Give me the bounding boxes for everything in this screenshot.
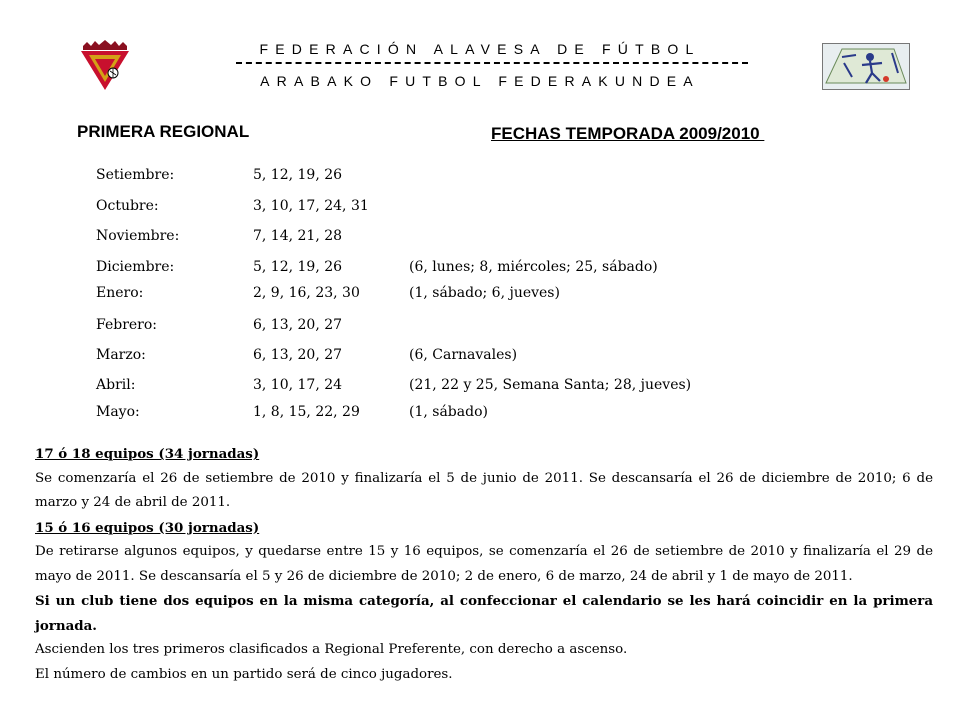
schedule-month: Abril: xyxy=(96,377,136,393)
header-federation-name-es: FEDERACIÓN ALAVESA DE FÚTBOL xyxy=(259,41,701,57)
schedule-dates: 3, 10, 17, 24, 31 xyxy=(253,198,369,214)
schedule-row xyxy=(0,259,960,281)
schedule-note: (1, sábado; 6, jueves) xyxy=(409,285,560,301)
schedule-month: Marzo: xyxy=(96,347,146,363)
schedule-row xyxy=(0,198,960,220)
rules-notes xyxy=(35,442,933,687)
notes-paragraph-30-rounds: De retirarse algunos equipos, y quedarse entre 15 y 16 equipos, se comenzaría el 26 de setiembre de 2010 y finalizaría el 29 de mayo de 2011. Se descansaría el 5 y 26 de diciembre de 2010; 2 de enero, 6 de marzo, 24 de abril y 1 de mayo de 2011. xyxy=(35,544,933,584)
schedule-note: (1, sábado) xyxy=(409,404,488,420)
schedule-month: Octubre: xyxy=(96,198,159,214)
schedule-month: Mayo: xyxy=(96,404,140,420)
schedule-note: (6, Carnavales) xyxy=(409,347,518,363)
schedule-month: Enero: xyxy=(96,285,144,301)
notes-substitutions-rule: El número de cambios en un partido será de cinco jugadores. xyxy=(35,666,453,682)
schedule-note: (6, lunes; 8, miércoles; 25, sábado) xyxy=(409,259,658,275)
header-federation-name-eu: ARABAKO FUTBOL FEDERAKUNDEA xyxy=(260,73,700,89)
schedule-dates: 2, 9, 16, 23, 30 xyxy=(253,285,360,301)
schedule-dates: 5, 12, 19, 26 xyxy=(253,167,343,183)
schedule-month: Febrero: xyxy=(96,317,158,333)
schedule-row xyxy=(0,285,960,307)
schedule-row xyxy=(0,167,960,189)
schedule-month: Setiembre: xyxy=(96,167,175,183)
schedule-note: (21, 22 y 25, Semana Santa; 28, jueves) xyxy=(409,377,692,393)
notes-heading-30-rounds: 15 ó 16 equipos (30 jornadas) xyxy=(35,519,260,536)
schedule-row xyxy=(0,228,960,250)
notes-promotion-rule: Ascienden los tres primeros clasificados a Regional Preferente, con derecho a ascenso. xyxy=(35,642,628,657)
schedule-row xyxy=(0,404,960,426)
schedule-row xyxy=(0,347,960,369)
schedule-dates: 6, 13, 20, 27 xyxy=(253,317,343,333)
schedule-month: Diciembre: xyxy=(96,259,175,275)
schedule-dates: 7, 14, 21, 28 xyxy=(253,228,343,244)
header-dashed-divider xyxy=(236,62,748,64)
season-dates-title: FECHAS TEMPORADA 2009/2010 xyxy=(491,124,765,143)
schedule-row xyxy=(0,377,960,399)
notes-same-category-rule: Si un club tiene dos equipos en la misma categoría, al confeccionar el calendario se les hará coincidir en la primera jornada. xyxy=(35,593,933,634)
schedule-dates: 5, 12, 19, 26 xyxy=(253,259,343,275)
schedule-dates: 6, 13, 20, 27 xyxy=(253,347,343,363)
schedule-dates: 1, 8, 15, 22, 29 xyxy=(253,404,360,420)
schedule-row xyxy=(0,317,960,339)
category-title: PRIMERA REGIONAL xyxy=(77,122,250,141)
notes-paragraph-34-rounds: Se comenzaría el 26 de setiembre de 2010 y finalizaría el 5 de junio de 2011. Se descansaría el 26 de diciembre de 2010; 6 de marzo y 24 de abril de 2011. xyxy=(35,470,933,510)
notes-heading-34-rounds: 17 ó 18 equipos (34 jornadas) xyxy=(35,446,260,462)
schedule-month: Noviembre: xyxy=(96,228,180,244)
football-player-logo xyxy=(822,43,910,90)
schedule-dates: 3, 10, 17, 24 xyxy=(253,377,343,393)
